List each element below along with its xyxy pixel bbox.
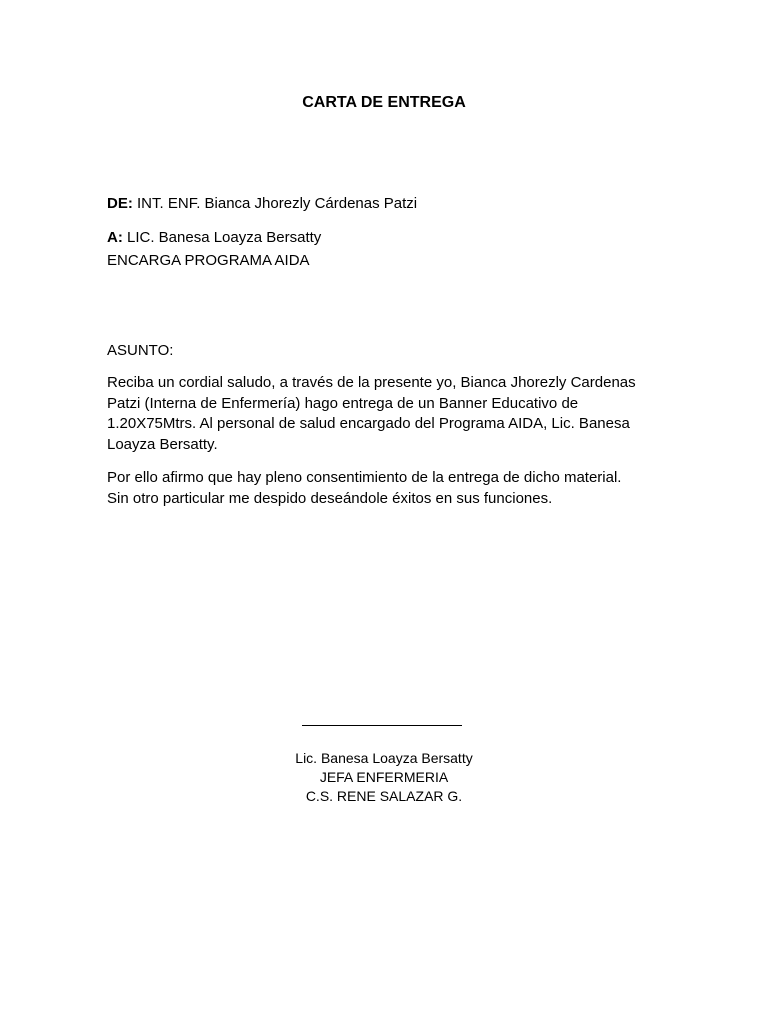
body-paragraph-2-line: Por ello afirmo que hay pleno consentimiento de la entrega de dicho material. (107, 469, 622, 486)
subject-label: ASUNTO: (107, 342, 174, 359)
from-line (107, 194, 417, 214)
signature-institution: C.S. RENE SALAZAR G. (305, 788, 463, 804)
from-label: DE: (107, 195, 133, 212)
body-paragraph-1-line: Reciba un cordial saludo, a través de la presente yo, Bianca Jhorezly Cardenas (107, 374, 636, 391)
signature-line (302, 725, 462, 726)
body-paragraph-1-line: Loayza Bersatty. (107, 436, 218, 454)
to-role: ENCARGA PROGRAMA AIDA (107, 252, 310, 269)
to-value: LIC. Banesa Loayza Bersatty (127, 229, 322, 246)
to-line (107, 228, 321, 248)
body-paragraph-1-line: Patzi (Interna de Enfermería) hago entrega de un Banner Educativo de (107, 394, 579, 412)
signature-position: JEFA ENFERMERIA (319, 769, 449, 785)
body-paragraph-2-line: Sin otro particular me despido deseándole éxitos en sus funciones. (107, 489, 553, 507)
body-paragraph-2 (107, 468, 652, 509)
body-paragraph-1-line: 1.20X75Mtrs. Al personal de salud encargado del Programa AIDA, Lic. Banesa (107, 415, 630, 433)
to-label: A: (107, 229, 123, 246)
signature-name: Lic. Banesa Loayza Bersatty (295, 750, 473, 766)
body-paragraph-1 (107, 373, 652, 456)
letter-title: CARTA DE ENTREGA (302, 94, 466, 111)
from-value: INT. ENF. Bianca Jhorezly Cárdenas Patzi (137, 195, 418, 212)
